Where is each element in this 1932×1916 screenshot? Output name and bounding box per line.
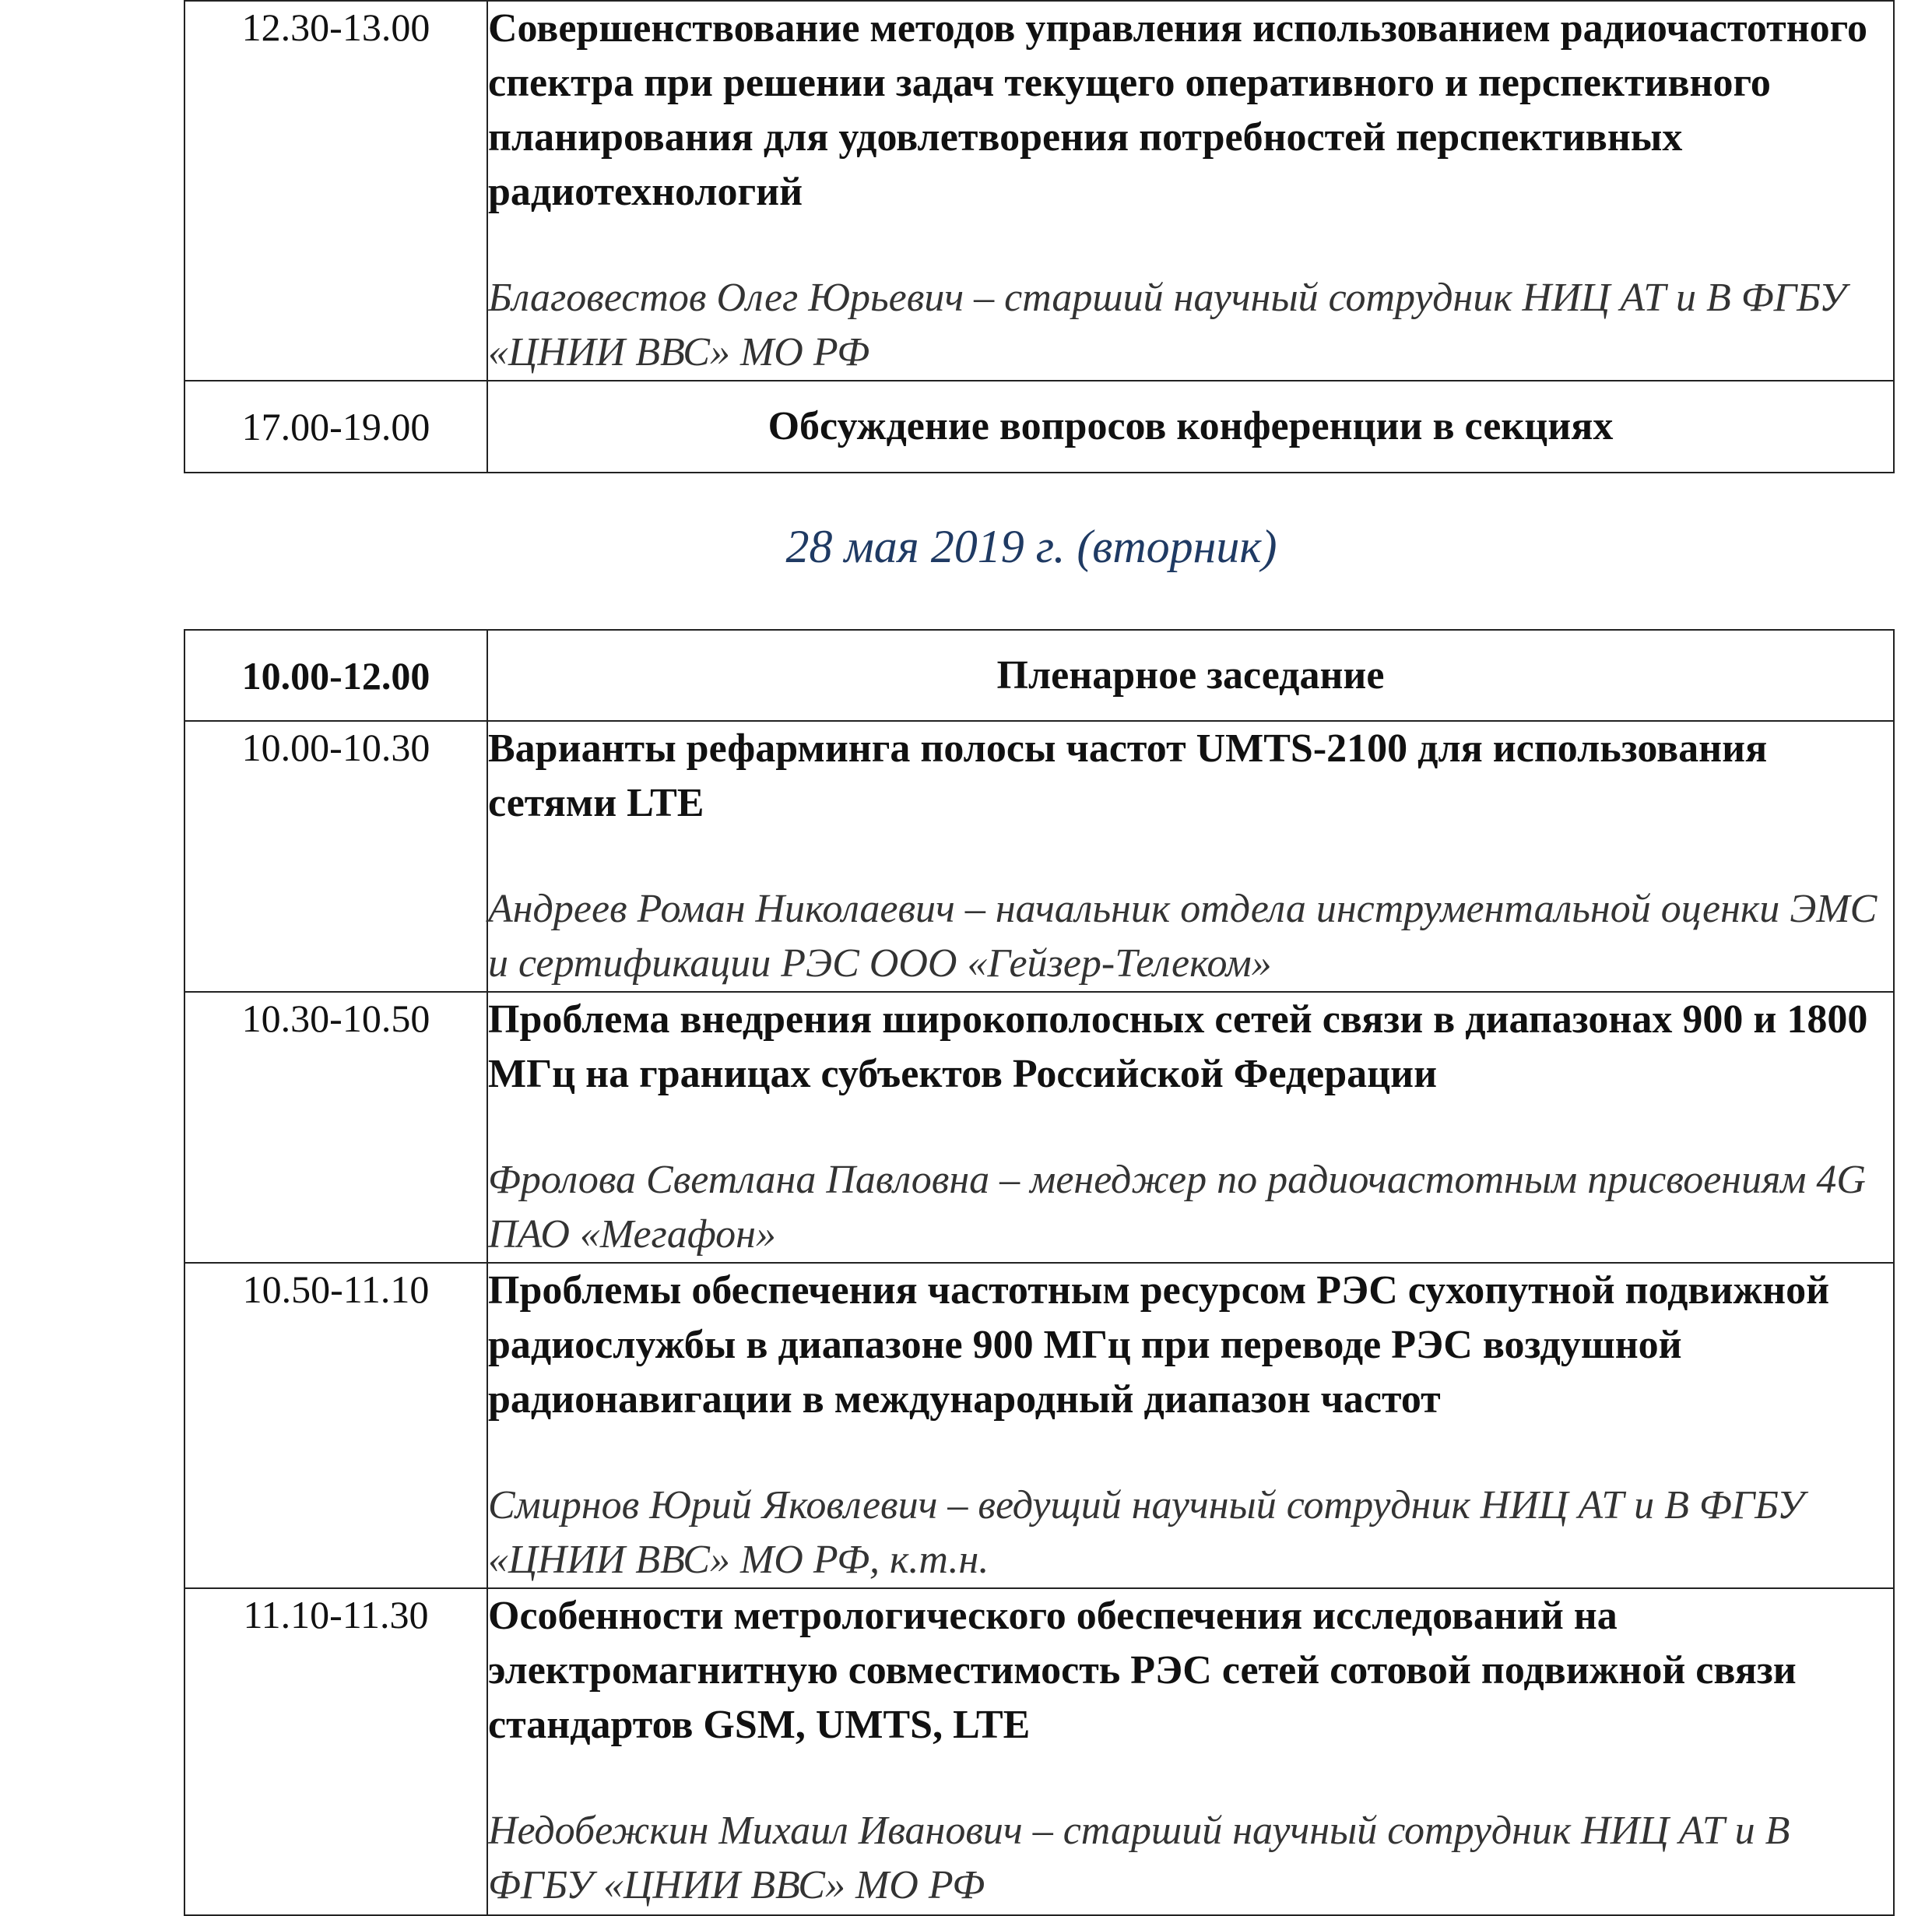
schedule-row <box>184 1 1894 381</box>
time-cell: 12.30-13.00 <box>184 1 487 381</box>
session-title: Пленарное заседание <box>487 630 1894 721</box>
time-cell: 10.00-12.00 <box>184 630 487 721</box>
schedule-row <box>184 1588 1894 1915</box>
talk-title: Варианты рефарминга полосы частот UMTS-2100 для использования сетями LTE <box>488 726 1768 825</box>
talk-title: Проблема внедрения широкополосных сетей связи в диапазонах 900 и 1800 МГц на границах субъектов Российской Федерации <box>488 997 1868 1096</box>
schedule-row <box>184 381 1894 473</box>
schedule-table-day2 <box>184 629 1895 1916</box>
speaker-info: Смирнов Юрий Яковлевич – ведущий научный сотрудник НИЦ АТ и В ФГБУ «ЦНИИ ВВС» МО РФ, к.т.н. <box>488 1483 1804 1582</box>
talk-cell <box>487 721 1894 992</box>
schedule-row <box>184 721 1894 992</box>
talk-cell <box>487 992 1894 1263</box>
speaker-info: Андреев Роман Николаевич – начальник отдела инструментальной оценки ЭМС и сертификации РЭС ООО «Гейзер-Телеком» <box>488 887 1878 986</box>
time-cell: 10.30-10.50 <box>184 992 487 1263</box>
time-cell: 17.00-19.00 <box>184 381 487 473</box>
talk-title: Проблемы обеспечения частотным ресурсом РЭС сухопутной подвижной радиослужбы в диапазоне 900 МГц при переводе РЭС воздушной радионавигации в международный диапазон частот <box>488 1268 1830 1422</box>
talk-cell <box>487 1 1894 381</box>
speaker-info: Недобежкин Михаил Иванович – старший научный сотрудник НИЦ АТ и В ФГБУ «ЦНИИ ВВС» МО РФ <box>488 1809 1790 1907</box>
time-cell: 11.10-11.30 <box>184 1588 487 1915</box>
talk-title: Особенности метрологического обеспечения исследований на электромагнитную совместимость РЭС сетей сотовой подвижной связи стандартов GSM, UMTS, LTE <box>488 1594 1797 1747</box>
speaker-info: Благовестов Олег Юрьевич – старший научный сотрудник НИЦ АТ и В ФГБУ «ЦНИИ ВВС» МО РФ <box>488 276 1846 374</box>
time-cell: 10.00-10.30 <box>184 721 487 992</box>
schedule-table-day1 <box>184 0 1895 473</box>
schedule-row <box>184 1263 1894 1588</box>
schedule-header-row <box>184 630 1894 721</box>
session-title: Обсуждение вопросов конференции в секциях <box>487 381 1894 473</box>
speaker-info: Фролова Светлана Павловна – менеджер по радиочастотным присвоениям 4G ПАО «Мегафон» <box>488 1158 1866 1257</box>
time-cell: 10.50-11.10 <box>184 1263 487 1588</box>
date-heading: 28 мая 2019 г. (вторник) <box>785 521 1277 572</box>
talk-cell <box>487 1263 1894 1588</box>
schedule-row <box>184 992 1894 1263</box>
talk-cell <box>487 1588 1894 1915</box>
talk-title: Совершенствование методов управления использованием радиочастотного спектра при решении задач текущего оперативного и перспективного планирования для удовлетворения потребностей перспективных радиотехнологий <box>488 6 1867 214</box>
